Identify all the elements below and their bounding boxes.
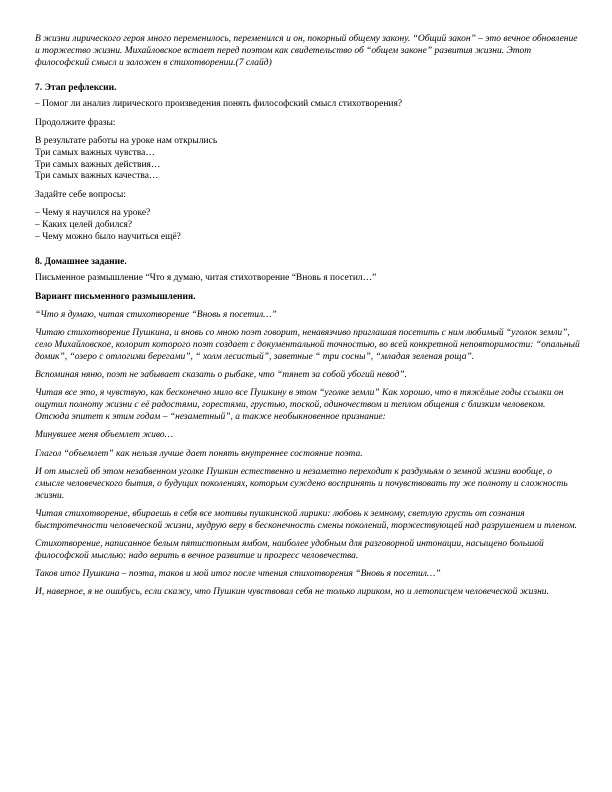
essay-paragraph: Читая все это, я чувствую, как бесконечно мило все Пушкину в этом “уголке земли” Как хорошо, что в тяжёлые годы ссылки он ощутил полноту жизни с её радостями, горестями, грустью, тоской, одиночеством и теплом общения с близким человеком. Отсюда эпитет к этим годам – “незаметный”, а также необыкновенное признание: [35, 388, 564, 423]
essay-paragraph: Вспоминая няню, поэт не забывает сказать о рыбаке, что “тянет за собой убогий невод”. [35, 370, 407, 381]
question-item: – Чему я научился на уроке? [35, 207, 151, 218]
questions-list [35, 208, 580, 243]
reflection-question: – Помог ли анализ лирического произведения понять философский смысл стихотворения? [35, 99, 403, 110]
essay-paragraph: И, наверное, я не ошибусь, если скажу, что Пушкин чувствовал себя не только лириком, но и летописцем человеческой жизни. [35, 587, 549, 598]
essay-paragraph: Читая стихотворение, вбираешь в себя все мотивы пушкинской лирики: любовь к земному, светлую грусть от сознания быстротечности человеческой жизни, мудрую веру в бесконечность смены поколений, торжествующей над разрушением и тленом. [35, 508, 578, 531]
essay-quote: Минувшее меня объемлет живо… [35, 430, 174, 441]
phrase-item: Три самых важных чувства… [35, 147, 155, 158]
essay-paragraph: Читаю стихотворение Пушкина, и вновь со мною поэт говорит, ненавязчиво приглашая посетить с ним любимый “уголок земли”, село Михайловское, колорит которого поэт создает с документальной точностью, во всей конкретной неповторимости: “опальный домик”, “озеро с отлогими берегами”, “ холм лесистый”, заветные “ три сосны”, “младая зеленая роща”. [35, 328, 580, 362]
homework-task: Письменное размышление “Что я думаю, читая стихотворение “Вновь я посетил…” [35, 273, 377, 284]
question-item: – Каких целей добился? [35, 219, 133, 230]
continue-phrases-label: Продолжите фразы: [35, 117, 116, 128]
section-7-heading: 7. Этап рефлексии. [35, 83, 117, 94]
phrase-item: Три самых важных действия… [35, 159, 161, 170]
ask-yourself-label: Задайте себе вопросы: [35, 189, 126, 200]
essay-paragraph: И от мыслей об этом незабвенном уголке Пушкин естественно и незаметно переходит к раздумьям о земной жизни вообще, о смысле человеческого бытия, о будущих поколениях, которым суждено воспринять и почувствовать ту же полноту и сложность жизни. [35, 466, 568, 501]
phrases-list [35, 136, 580, 183]
essay-paragraph: Стихотворение, написанное белым пятистопным ямбом, наиболее удобным для разговорной интонации, насыщено большой философской мыслью: надо верить в вечное развитие и прогресс человечества. [35, 538, 544, 561]
variant-title: Вариант письменного размышления. [35, 291, 196, 302]
essay-paragraph: Глагол “объемлет” как нельзя лучше дает понять внутреннее состояние поэта. [35, 448, 363, 459]
intro-paragraph: В жизни лирического героя много переменилось, переменился и он, покорный общему закону. “Общий закон” – это вечное обновление и торжество жизни. Михайловское встает перед поэтом как свидетельство об “общем законе” развития жизни. Этот философский смысл и заложен в стихотворении.(7 слайд) [35, 34, 578, 68]
phrase-item: Три самых важных качества… [35, 171, 159, 182]
phrase-item: В результате работы на уроке нам открылись [35, 135, 218, 146]
essay-paragraph: “Что я думаю, читая стихотворение “Вновь я посетил…” [35, 309, 277, 320]
question-item: – Чему можно было научиться ещё? [35, 231, 181, 242]
section-8-heading: 8. Домашнее задание. [35, 257, 127, 268]
essay-paragraph: Таков итог Пушкина – поэта, таков и мой итог после чтения стихотворения “Вновь я посетил…” [35, 569, 441, 579]
document-page [35, 34, 580, 606]
